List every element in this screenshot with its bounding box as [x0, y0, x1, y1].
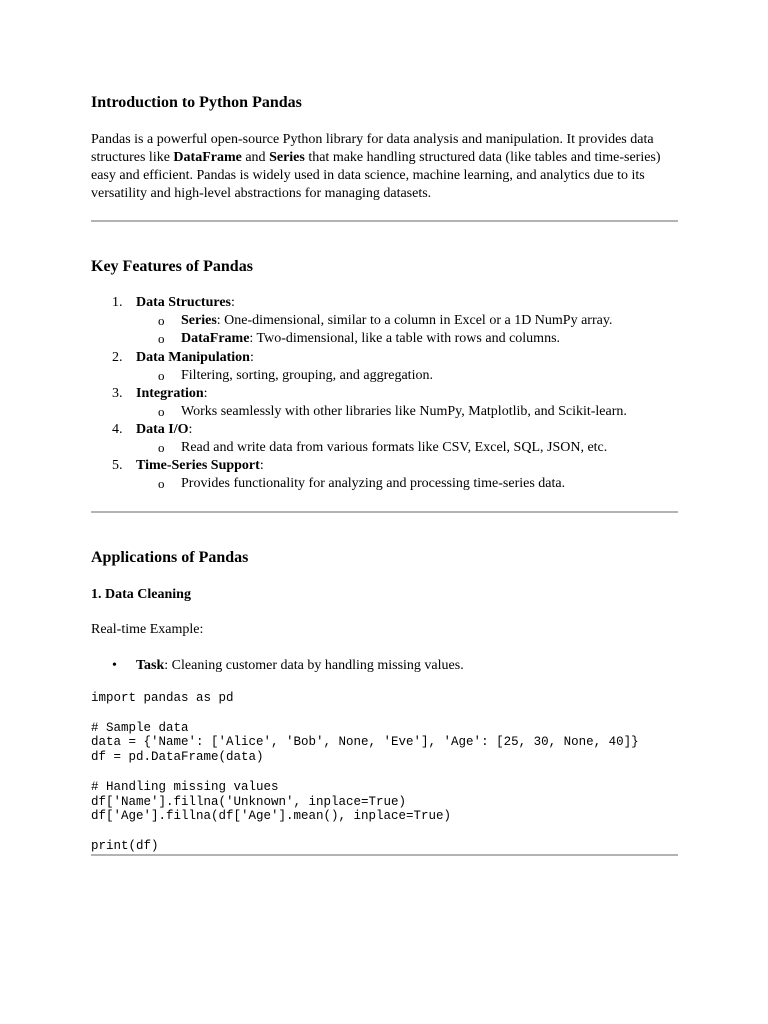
- data-cleaning-subtitle: 1. Data Cleaning: [91, 587, 191, 602]
- subitem-text: Works seamlessly with other libraries like NumPy, Matplotlib, and Scikit-learn.: [181, 404, 627, 419]
- sub-bullet-marker: o: [158, 313, 165, 328]
- feature-label: Data I/O: [136, 422, 189, 437]
- applications-title: Applications of Pandas: [91, 549, 249, 566]
- feature-colon: :: [259, 458, 264, 473]
- sub-bullet-marker: o: [158, 331, 165, 346]
- disc-bullet-marker: •: [112, 658, 117, 673]
- subitem-text: Provides functionality for analyzing and processing time-series data.: [181, 476, 566, 491]
- sub-bullet-marker: o: [158, 476, 165, 491]
- feature-label: Data Structures: [136, 295, 232, 310]
- sub-bullet-marker: o: [158, 368, 165, 383]
- intro-text-part2: and: [241, 150, 270, 165]
- feature-number: 5.: [112, 458, 123, 473]
- intro-title: Introduction to Python Pandas: [91, 94, 302, 111]
- feature-colon: :: [188, 422, 193, 437]
- intro-paragraph: [91, 131, 678, 203]
- feature-label: Data Manipulation: [136, 350, 250, 365]
- example-label: Real-time Example:: [91, 622, 204, 637]
- feature-colon: :: [249, 350, 254, 365]
- subitem-text: Filtering, sorting, grouping, and aggregation.: [181, 368, 433, 383]
- code-block: import pandas as pd # Sample data data = {'Name': ['Alice', 'Bob', None, 'Eve'], 'Age': [25, 30, None, 40]} df = pd.DataFrame(data) # Handling missing values df['Name'].fillna('Unknown', inplace=True) df['Age'].fillna(df['Age'].mean(), inplace=True) print(df): [91, 691, 639, 853]
- subitem-text: : One-dimensional, similar to a column in Excel or a 1D NumPy array.: [216, 313, 613, 328]
- subitem-text: Read and write data from various formats like CSV, Excel, SQL, JSON, etc.: [181, 440, 608, 455]
- sub-bullet-marker: o: [158, 440, 165, 455]
- divider-3: [91, 854, 678, 856]
- feature-number: 3.: [112, 386, 123, 401]
- feature-number: 1.: [112, 295, 123, 310]
- intro-text-part1: Pandas is a powerful open-source Python library for data analysis and manipulation. It provides data structures like: [91, 132, 654, 165]
- feature-label: Time-Series Support: [136, 458, 260, 473]
- task-text: : Cleaning customer data by handling missing values.: [164, 658, 464, 673]
- feature-number: 2.: [112, 350, 123, 365]
- features-title: Key Features of Pandas: [91, 258, 253, 275]
- intro-text-part3: that make handling structured data (like tables and time-series) easy and efficient. Pandas is widely used in data science, machine learning, and analytics due to its versatility and high-level abstractions for managing datasets.: [91, 150, 661, 201]
- subitem-bold: DataFrame: [181, 331, 250, 346]
- feature-number: 4.: [112, 422, 123, 437]
- feature-colon: :: [203, 386, 208, 401]
- feature-colon: :: [231, 295, 235, 310]
- task-bold-label: Task: [136, 658, 165, 673]
- feature-label: Integration: [136, 386, 204, 401]
- sub-bullet-marker: o: [158, 404, 165, 419]
- intro-bold-dataframe: DataFrame: [173, 150, 242, 165]
- subitem-text: : Two-dimensional, like a table with rows and columns.: [249, 331, 561, 346]
- subitem-bold: Series: [181, 313, 217, 328]
- intro-bold-series: Series: [269, 150, 305, 165]
- divider-2: [91, 511, 678, 513]
- divider-1: [91, 220, 678, 222]
